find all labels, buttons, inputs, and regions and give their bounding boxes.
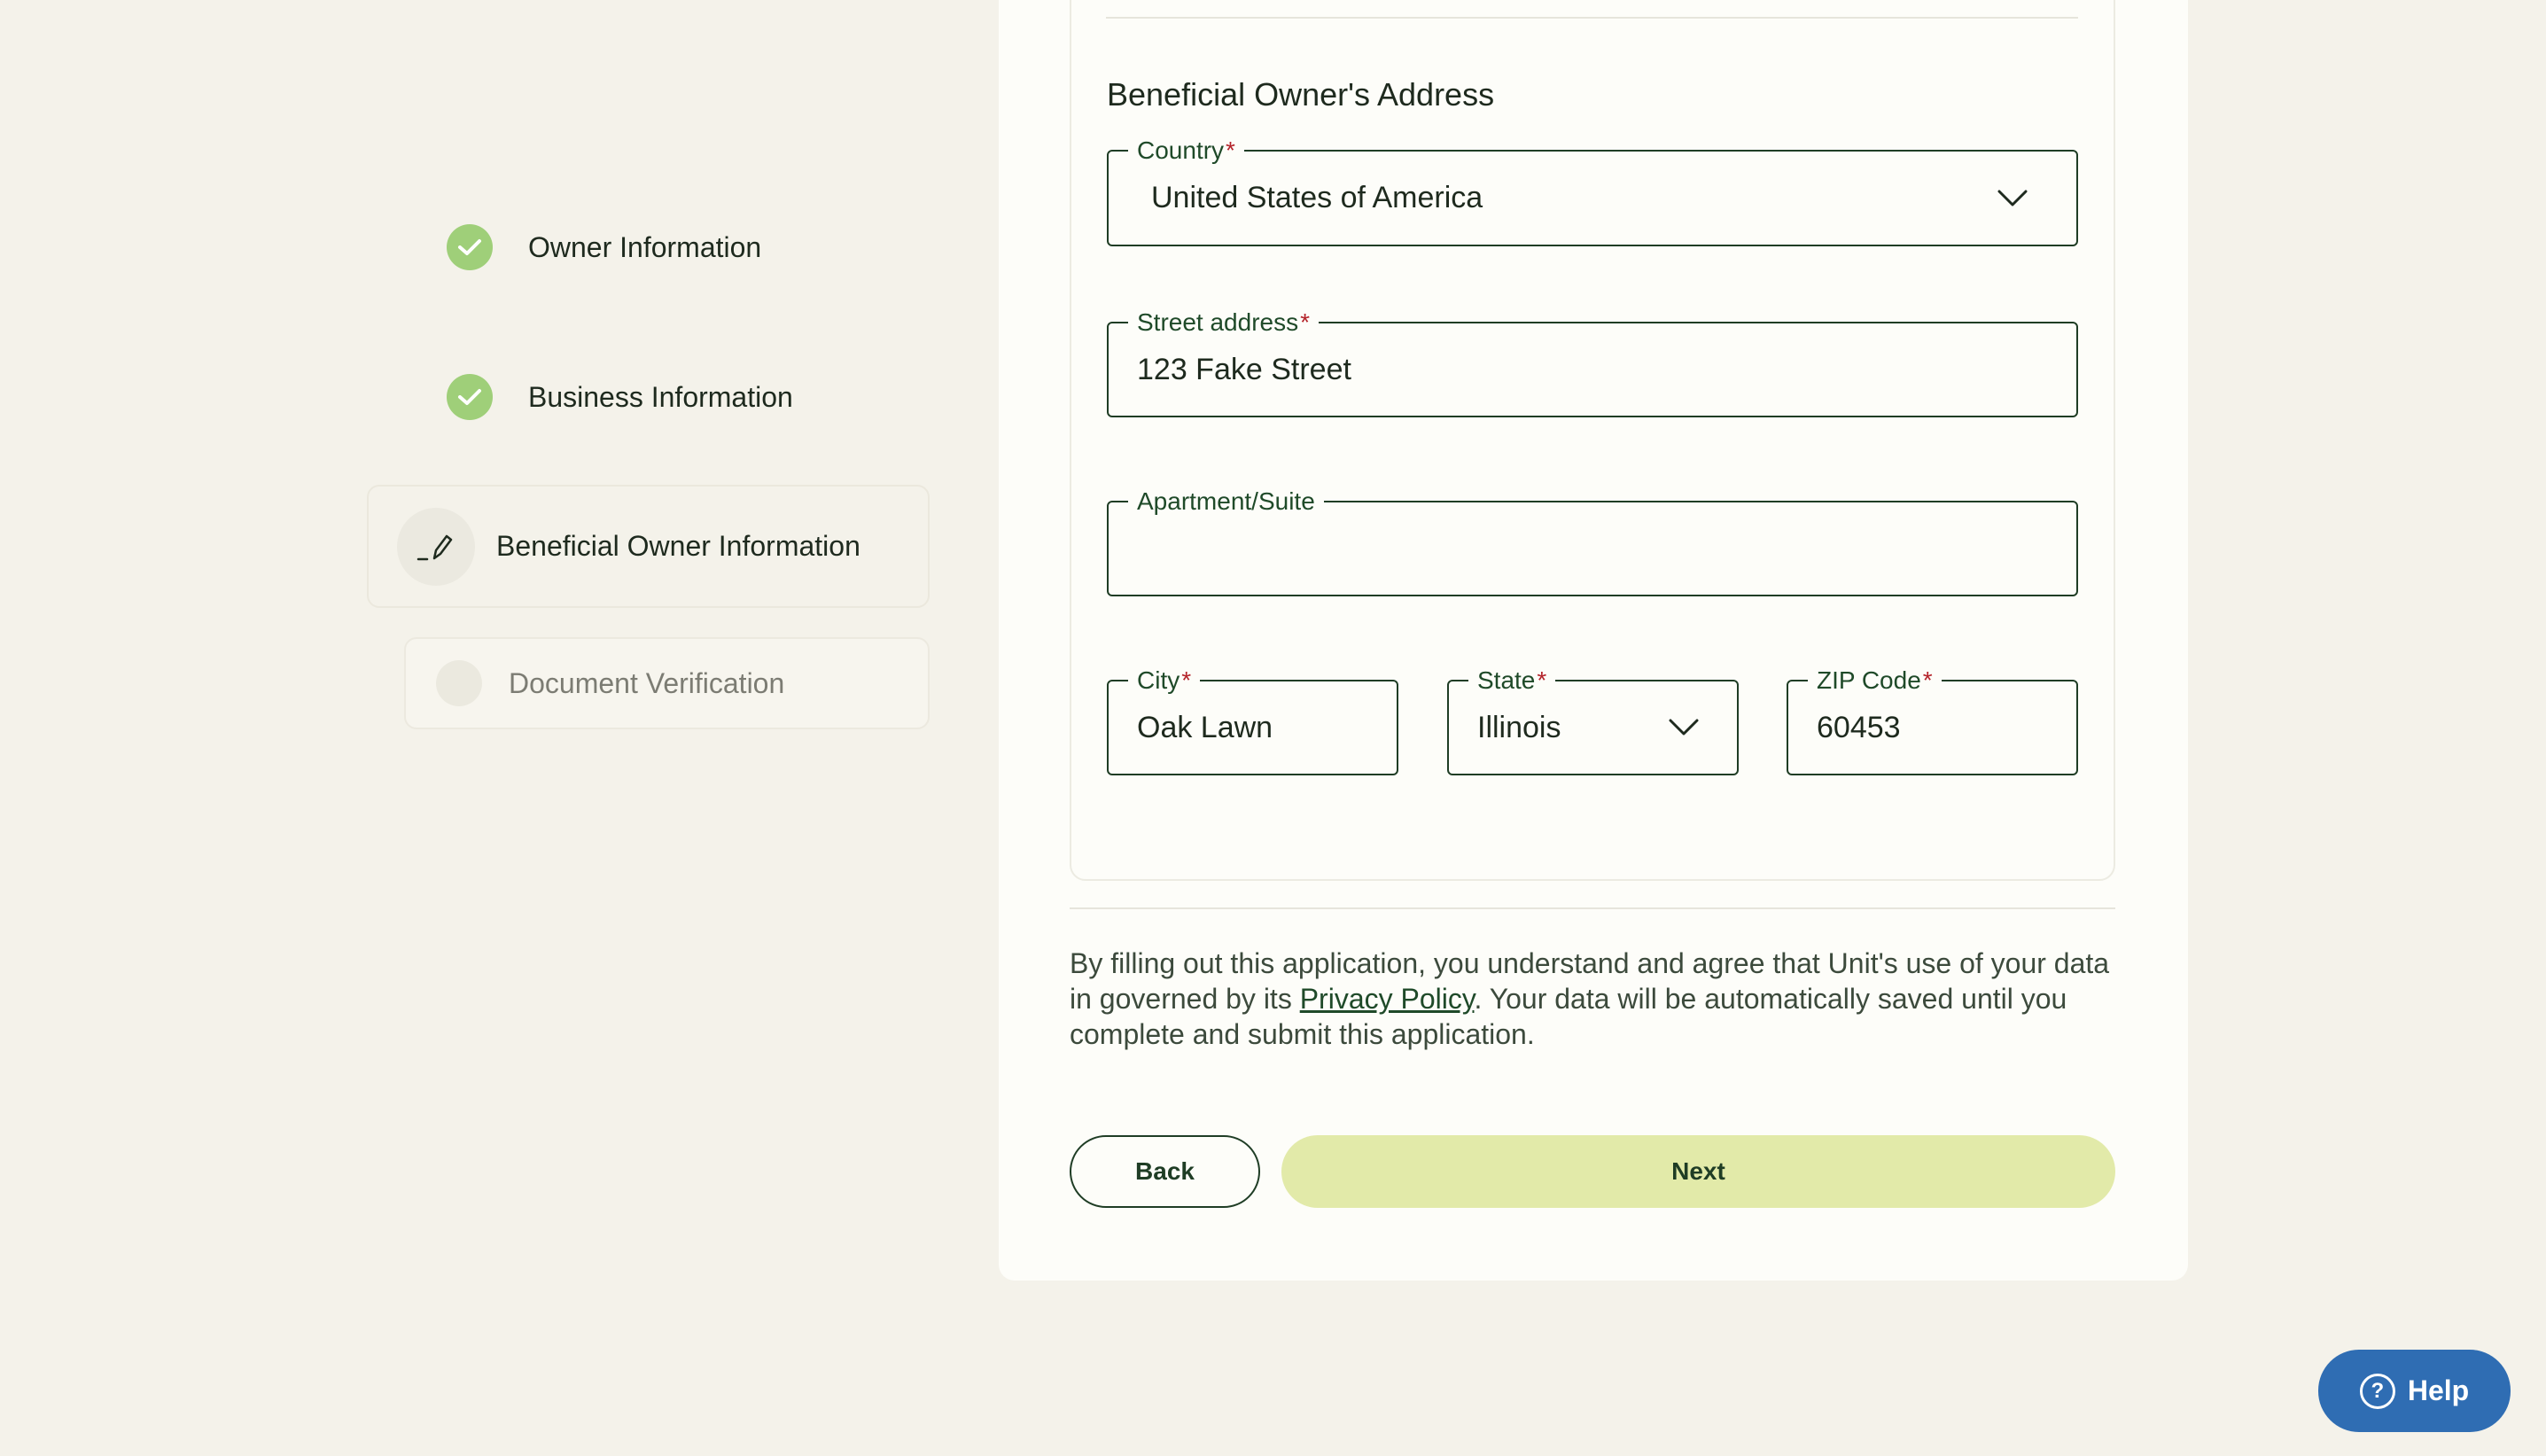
step-label: Owner Information [528,230,762,263]
help-button[interactable] [2318,1350,2511,1432]
disclaimer-after-link: . Your data will be automatically saved until you complete and submit this application. [1070,983,2067,1050]
pending-dot-icon [436,660,482,706]
required-marker: * [1181,666,1192,694]
help-label: Help [2407,1374,2470,1406]
zip-code-field[interactable] [1787,666,2078,775]
step-label: Business Information [528,380,793,413]
step-label: Document Verification [509,666,785,699]
step-label: Beneficial Owner Information [496,530,860,562]
section-title: Beneficial Owner's Address [1107,76,1495,113]
city-value: Oak Lawn [1137,710,1273,744]
street-address-value: 123 Fake Street [1137,352,1351,386]
country-value: United States of America [1151,181,1483,214]
privacy-policy-link[interactable]: Privacy Policy [1299,983,1475,1015]
back-button[interactable]: Back [1070,1135,1260,1208]
country-label: Country [1137,136,1225,164]
step-business-information[interactable] [447,373,793,421]
street-address-label: Street address [1137,308,1299,336]
chevron-down-icon [1668,718,1700,737]
disclaimer-text [1070,946,2115,1052]
divider [1070,907,2115,909]
required-marker: * [1537,666,1547,694]
required-marker: * [1300,308,1311,336]
next-button[interactable]: Next [1281,1135,2115,1208]
apartment-suite-label: Apartment/Suite [1137,487,1315,515]
divider [1106,17,2078,19]
chevron-down-icon [1997,189,2028,208]
question-mark-icon: ? [2360,1374,2395,1409]
state-select[interactable] [1447,666,1739,775]
city-label: City [1137,666,1180,694]
country-select[interactable] [1107,136,2078,246]
zip-code-value: 60453 [1817,710,1901,744]
state-value: Illinois [1477,710,1561,744]
disclaimer-before-link: By filling out this application, you understand and agree that Unit's use of your data in governed by its [1070,947,2110,1015]
required-marker: * [1922,666,1933,694]
step-document-verification[interactable] [404,637,930,729]
apartment-suite-field[interactable] [1107,487,2078,596]
pencil-icon [397,508,475,586]
check-icon [447,374,493,420]
city-field[interactable] [1107,666,1398,775]
state-label: State [1477,666,1536,694]
step-beneficial-owner-information[interactable] [367,485,930,608]
step-owner-information[interactable] [447,223,761,271]
required-marker: * [1226,136,1235,164]
zip-code-label: ZIP Code [1817,666,1921,694]
street-address-field[interactable] [1107,308,2078,417]
check-icon [447,224,493,270]
